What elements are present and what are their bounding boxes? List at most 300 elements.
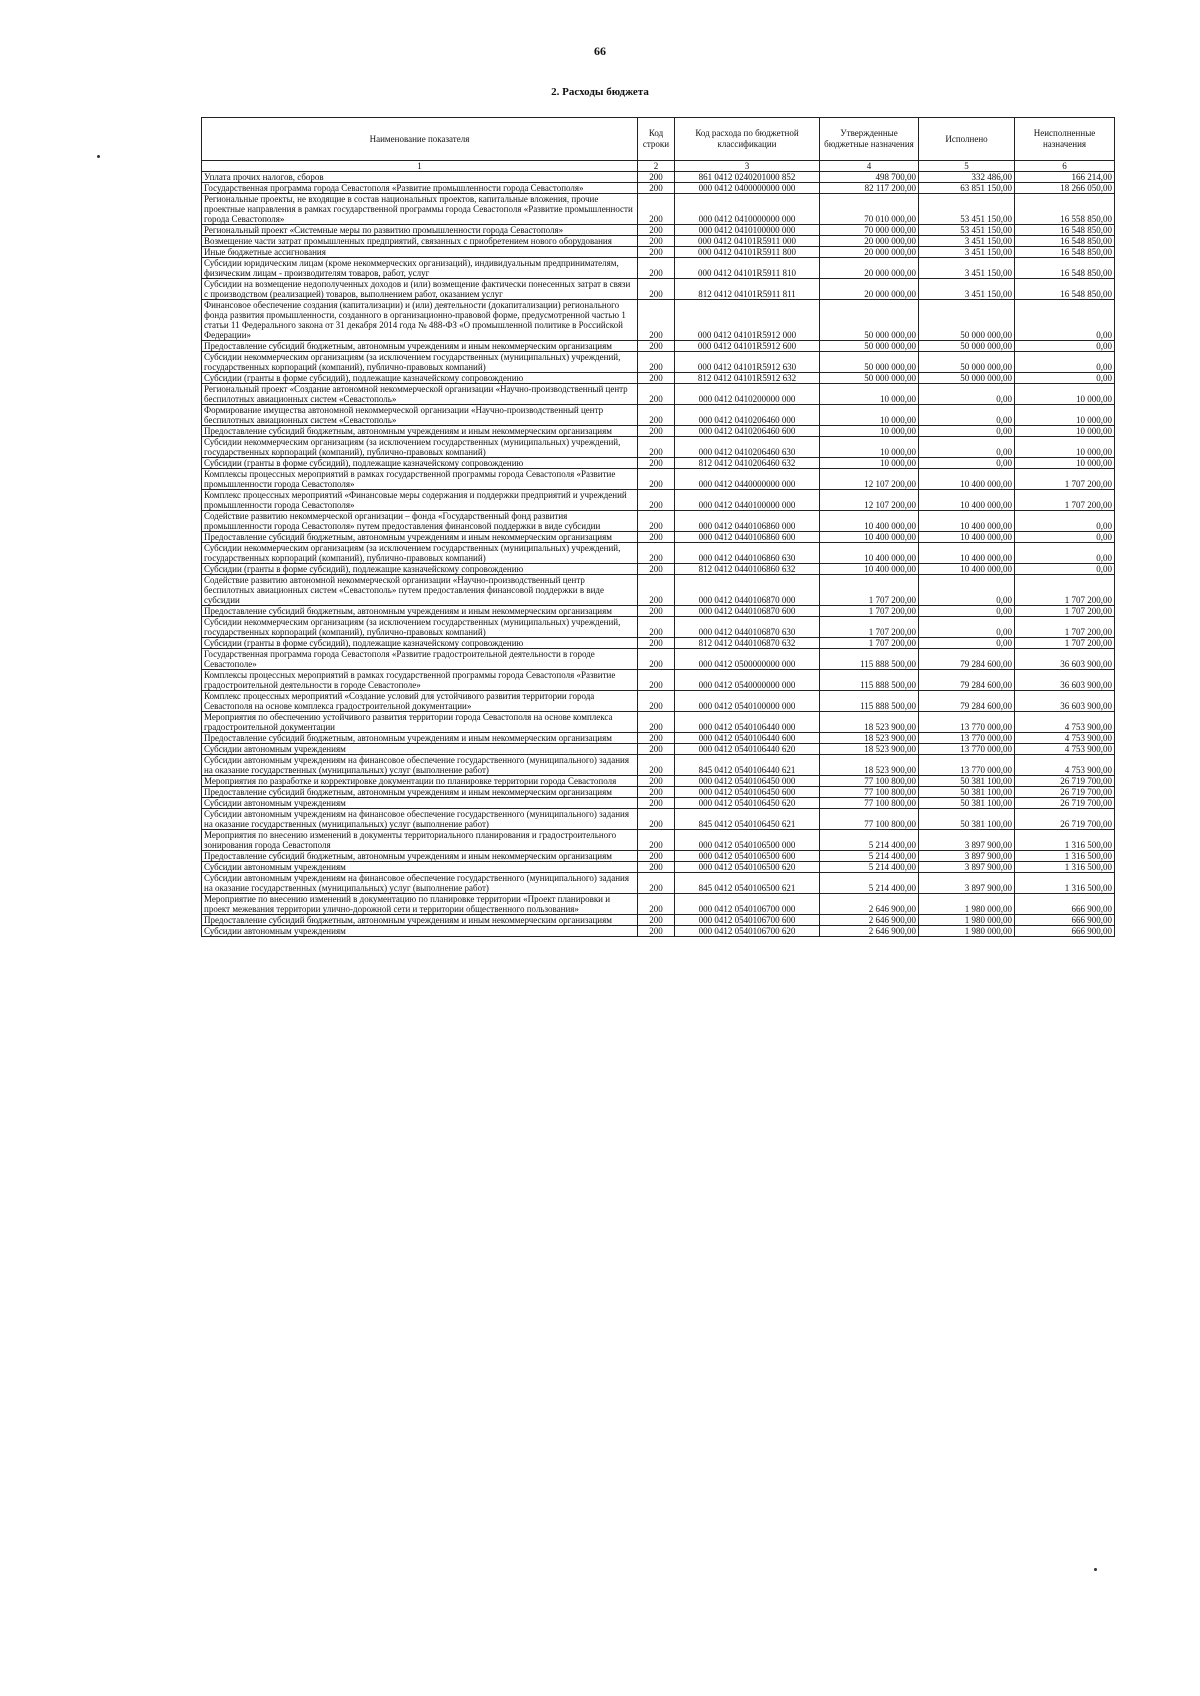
row-line-code: 200 [638, 543, 675, 564]
column-number-row [202, 161, 1115, 172]
row-executed: 13 770 000,00 [919, 733, 1015, 744]
row-approved: 5 214 400,00 [820, 851, 919, 862]
table-row [202, 809, 1115, 830]
row-name: Субсидии автономным учреждениям [202, 862, 638, 873]
row-budget-code: 000 0412 0540106450 620 [675, 798, 820, 809]
row-unexecuted: 1 707 200,00 [1015, 469, 1115, 490]
row-executed: 0,00 [919, 405, 1015, 426]
row-unexecuted: 4 753 900,00 [1015, 712, 1115, 733]
header-unexecuted: Неисполненные назначения [1015, 118, 1115, 161]
row-unexecuted: 166 214,00 [1015, 172, 1115, 183]
row-unexecuted: 16 548 850,00 [1015, 279, 1115, 300]
row-budget-code: 812 0412 0440106860 632 [675, 564, 820, 575]
row-name: Субсидии (гранты в форме субсидий), подлежащие казначейскому сопровождению [202, 638, 638, 649]
row-line-code: 200 [638, 851, 675, 862]
table-row [202, 183, 1115, 194]
row-unexecuted: 36 603 900,00 [1015, 691, 1115, 712]
table-row [202, 926, 1115, 937]
row-unexecuted: 1 316 500,00 [1015, 830, 1115, 851]
table-row [202, 384, 1115, 405]
table-row [202, 225, 1115, 236]
row-name: Возмещение части затрат промышленных предприятий, связанных с приобретением нового оборудования [202, 236, 638, 247]
table-row [202, 894, 1115, 915]
row-line-code: 200 [638, 712, 675, 733]
row-line-code: 200 [638, 194, 675, 225]
row-executed: 0,00 [919, 638, 1015, 649]
row-budget-code: 000 0412 04101R5912 000 [675, 300, 820, 341]
row-executed: 0,00 [919, 606, 1015, 617]
row-name: Уплата прочих налогов, сборов [202, 172, 638, 183]
row-unexecuted: 1 707 200,00 [1015, 606, 1115, 617]
row-name: Региональный проект «Системные меры по развитию промышленности города Севастополя» [202, 225, 638, 236]
row-name: Содействие развитию некоммерческой организации – фонда «Государственный фонд развития промышленности города Севастополя» путем предоставления финансовой поддержки в виде субсидии [202, 511, 638, 532]
row-approved: 115 888 500,00 [820, 649, 919, 670]
row-budget-code: 000 0412 0540106440 620 [675, 744, 820, 755]
row-approved: 10 400 000,00 [820, 511, 919, 532]
row-line-code: 200 [638, 225, 675, 236]
table-row [202, 776, 1115, 787]
table-row [202, 564, 1115, 575]
column-number: 3 [675, 161, 820, 172]
row-line-code: 200 [638, 373, 675, 384]
table-row [202, 873, 1115, 894]
row-line-code: 200 [638, 352, 675, 373]
row-executed: 50 000 000,00 [919, 352, 1015, 373]
row-budget-code: 000 0412 0540106500 600 [675, 851, 820, 862]
row-unexecuted: 1 316 500,00 [1015, 873, 1115, 894]
row-approved: 50 000 000,00 [820, 341, 919, 352]
table-header-row [202, 118, 1115, 161]
row-budget-code: 000 0412 0410206460 000 [675, 405, 820, 426]
table-row [202, 300, 1115, 341]
table-row [202, 490, 1115, 511]
table-row [202, 532, 1115, 543]
row-line-code: 200 [638, 384, 675, 405]
row-budget-code: 000 0412 0440106860 000 [675, 511, 820, 532]
row-unexecuted: 666 900,00 [1015, 894, 1115, 915]
row-approved: 70 010 000,00 [820, 194, 919, 225]
row-executed: 332 486,00 [919, 172, 1015, 183]
row-unexecuted: 0,00 [1015, 532, 1115, 543]
row-unexecuted: 26 719 700,00 [1015, 798, 1115, 809]
table-row [202, 862, 1115, 873]
row-unexecuted: 0,00 [1015, 300, 1115, 341]
row-unexecuted: 16 548 850,00 [1015, 258, 1115, 279]
row-approved: 1 707 200,00 [820, 617, 919, 638]
scan-speck [97, 155, 100, 158]
row-name: Субсидии некоммерческим организациям (за исключением государственных (муниципальных) учреждений, государственных корпораций (компаний), публично-правовых компаний) [202, 617, 638, 638]
row-budget-code: 000 0412 04101R5912 600 [675, 341, 820, 352]
row-approved: 18 523 900,00 [820, 755, 919, 776]
table-row [202, 458, 1115, 469]
row-executed: 0,00 [919, 426, 1015, 437]
table-row [202, 617, 1115, 638]
row-executed: 79 284 600,00 [919, 649, 1015, 670]
row-budget-code: 845 0412 0540106500 621 [675, 873, 820, 894]
row-line-code: 200 [638, 755, 675, 776]
row-line-code: 200 [638, 691, 675, 712]
row-line-code: 200 [638, 617, 675, 638]
row-name: Субсидии некоммерческим организациям (за исключением государственных (муниципальных) учреждений, государственных корпораций (компаний), публично-правовых компаний) [202, 543, 638, 564]
row-line-code: 200 [638, 236, 675, 247]
row-executed: 10 400 000,00 [919, 490, 1015, 511]
row-name: Мероприятия по внесению изменений в документы территориального планирования и градостроительного зонирования города Севастополя [202, 830, 638, 851]
table-row [202, 575, 1115, 606]
row-approved: 50 000 000,00 [820, 373, 919, 384]
row-executed: 3 897 900,00 [919, 862, 1015, 873]
row-name: Субсидии автономным учреждениям на финансовое обеспечение государственного (муниципального) задания на оказание государственных (муниципальных) услуг (выполнение работ) [202, 755, 638, 776]
row-name: Мероприятия по разработке и корректировке документации по планировке территории города Севастополя [202, 776, 638, 787]
table-row [202, 236, 1115, 247]
row-budget-code: 000 0412 04101R5911 800 [675, 247, 820, 258]
row-approved: 2 646 900,00 [820, 926, 919, 937]
row-name: Финансовое обеспечение создания (капитализации) и (или) деятельности (докапитализации) регионального фонда развития промышленности, созданного в организационно-правовой форме, предусмотренной частью 1 статьи 11 Федерального закона от 31 декабря 2014 года № 488-ФЗ «О промышленной политике в Российской Федерации» [202, 300, 638, 341]
table-row [202, 851, 1115, 862]
row-line-code: 200 [638, 300, 675, 341]
row-executed: 13 770 000,00 [919, 712, 1015, 733]
row-approved: 77 100 800,00 [820, 798, 919, 809]
row-approved: 77 100 800,00 [820, 776, 919, 787]
row-approved: 18 523 900,00 [820, 712, 919, 733]
row-unexecuted: 4 753 900,00 [1015, 733, 1115, 744]
row-budget-code: 000 0412 0540106440 000 [675, 712, 820, 733]
row-approved: 10 000,00 [820, 437, 919, 458]
row-unexecuted: 0,00 [1015, 373, 1115, 384]
row-executed: 50 381 100,00 [919, 809, 1015, 830]
row-executed: 0,00 [919, 384, 1015, 405]
row-budget-code: 000 0412 0410200000 000 [675, 384, 820, 405]
page-number: 66 [594, 44, 606, 58]
row-name: Мероприятие по внесению изменений в документацию по планировке территории «Проект планировки и проект межевания территории улично-дорожной сети и территории общественного пользования» [202, 894, 638, 915]
row-unexecuted: 0,00 [1015, 352, 1115, 373]
row-budget-code: 000 0412 0540106700 000 [675, 894, 820, 915]
row-line-code: 200 [638, 564, 675, 575]
row-executed: 10 400 000,00 [919, 543, 1015, 564]
row-executed: 50 381 100,00 [919, 787, 1015, 798]
table-row [202, 670, 1115, 691]
row-line-code: 200 [638, 247, 675, 258]
row-executed: 50 000 000,00 [919, 373, 1015, 384]
row-approved: 1 707 200,00 [820, 638, 919, 649]
row-name: Субсидии (гранты в форме субсидий), подлежащие казначейскому сопровождению [202, 373, 638, 384]
row-line-code: 200 [638, 172, 675, 183]
table-row [202, 437, 1115, 458]
row-line-code: 200 [638, 798, 675, 809]
table-row [202, 405, 1115, 426]
row-executed: 3 897 900,00 [919, 851, 1015, 862]
row-name: Иные бюджетные ассигнования [202, 247, 638, 258]
table-row [202, 279, 1115, 300]
row-approved: 10 000,00 [820, 384, 919, 405]
row-name: Предоставление субсидий бюджетным, автономным учреждениям и иным некоммерческим организациям [202, 787, 638, 798]
table-row [202, 787, 1115, 798]
row-unexecuted: 16 548 850,00 [1015, 236, 1115, 247]
row-executed: 0,00 [919, 617, 1015, 638]
row-budget-code: 000 0412 0540106440 600 [675, 733, 820, 744]
row-executed: 63 851 150,00 [919, 183, 1015, 194]
row-budget-code: 000 0412 0500000000 000 [675, 649, 820, 670]
row-unexecuted: 4 753 900,00 [1015, 744, 1115, 755]
row-name: Содействие развитию автономной некоммерческой организации «Научно-производственный центр беспилотных авиационных систем «Севастополь» путем предоставления финансовой поддержки в виде субсидии [202, 575, 638, 606]
row-budget-code: 861 0412 0240201000 852 [675, 172, 820, 183]
row-line-code: 200 [638, 744, 675, 755]
row-name: Предоставление субсидий бюджетным, автономным учреждениям и иным некоммерческим организациям [202, 426, 638, 437]
row-name: Предоставление субсидий бюджетным, автономным учреждениям и иным некоммерческим организациям [202, 341, 638, 352]
row-line-code: 200 [638, 405, 675, 426]
row-budget-code: 000 0412 0440000000 000 [675, 469, 820, 490]
row-executed: 50 381 100,00 [919, 776, 1015, 787]
row-name: Предоставление субсидий бюджетным, автономным учреждениям и иным некоммерческим организациям [202, 915, 638, 926]
table-row [202, 247, 1115, 258]
row-approved: 82 117 200,00 [820, 183, 919, 194]
row-executed: 50 381 100,00 [919, 798, 1015, 809]
row-line-code: 200 [638, 532, 675, 543]
row-executed: 79 284 600,00 [919, 691, 1015, 712]
row-budget-code: 812 0412 04101R5912 632 [675, 373, 820, 384]
row-approved: 10 400 000,00 [820, 564, 919, 575]
row-executed: 10 400 000,00 [919, 532, 1015, 543]
row-line-code: 200 [638, 830, 675, 851]
table-row [202, 744, 1115, 755]
row-executed: 0,00 [919, 437, 1015, 458]
row-budget-code: 000 0412 0540100000 000 [675, 691, 820, 712]
row-executed: 1 980 000,00 [919, 926, 1015, 937]
table-row [202, 352, 1115, 373]
row-budget-code: 000 0412 0540106500 620 [675, 862, 820, 873]
row-unexecuted: 10 000,00 [1015, 458, 1115, 469]
row-budget-code: 000 0412 0540106450 600 [675, 787, 820, 798]
row-name: Субсидии юридическим лицам (кроме некоммерческих организаций), индивидуальным предпринимателям, физическим лицам - производителям товаров, работ, услуг [202, 258, 638, 279]
row-approved: 498 700,00 [820, 172, 919, 183]
row-line-code: 200 [638, 638, 675, 649]
row-approved: 10 000,00 [820, 426, 919, 437]
row-line-code: 200 [638, 279, 675, 300]
row-name: Государственная программа города Севастополя «Развитие промышленности города Севастополя» [202, 183, 638, 194]
table-row [202, 830, 1115, 851]
row-name: Субсидии (гранты в форме субсидий), подлежащие казначейскому сопровождению [202, 564, 638, 575]
row-executed: 3 451 150,00 [919, 279, 1015, 300]
row-executed: 13 770 000,00 [919, 744, 1015, 755]
scan-speck [1094, 1568, 1097, 1571]
row-unexecuted: 16 558 850,00 [1015, 194, 1115, 225]
table-row [202, 373, 1115, 384]
row-budget-code: 000 0412 0540000000 000 [675, 670, 820, 691]
row-line-code: 200 [638, 670, 675, 691]
row-executed: 0,00 [919, 575, 1015, 606]
row-budget-code: 845 0412 0540106440 621 [675, 755, 820, 776]
row-executed: 10 400 000,00 [919, 564, 1015, 575]
table-row [202, 638, 1115, 649]
row-unexecuted: 666 900,00 [1015, 915, 1115, 926]
row-unexecuted: 10 000,00 [1015, 405, 1115, 426]
row-unexecuted: 1 707 200,00 [1015, 490, 1115, 511]
row-budget-code: 000 0412 0410000000 000 [675, 194, 820, 225]
row-approved: 115 888 500,00 [820, 670, 919, 691]
row-name: Субсидии на возмещение недополученных доходов и (или) возмещение фактически понесенных затрат в связи с производством (реализацией) товаров, выполнением работ, оказанием услуг [202, 279, 638, 300]
row-unexecuted: 1 316 500,00 [1015, 862, 1115, 873]
column-number: 5 [919, 161, 1015, 172]
row-line-code: 200 [638, 926, 675, 937]
row-budget-code: 000 0412 0440106870 000 [675, 575, 820, 606]
row-unexecuted: 1 707 200,00 [1015, 617, 1115, 638]
row-approved: 10 000,00 [820, 458, 919, 469]
row-line-code: 200 [638, 606, 675, 617]
row-executed: 3 451 150,00 [919, 258, 1015, 279]
row-approved: 12 107 200,00 [820, 469, 919, 490]
row-name: Государственная программа города Севастополя «Развитие градостроительной деятельности в городе Севастополе» [202, 649, 638, 670]
table-row [202, 194, 1115, 225]
row-unexecuted: 1 707 200,00 [1015, 638, 1115, 649]
row-approved: 10 400 000,00 [820, 532, 919, 543]
row-name: Формирование имущества автономной некоммерческой организации «Научно-производственный центр беспилотных авиационных систем «Севастополь» [202, 405, 638, 426]
row-unexecuted: 10 000,00 [1015, 437, 1115, 458]
row-line-code: 200 [638, 809, 675, 830]
row-unexecuted: 0,00 [1015, 511, 1115, 532]
row-approved: 18 523 900,00 [820, 744, 919, 755]
table-row [202, 712, 1115, 733]
row-line-code: 200 [638, 437, 675, 458]
table-row [202, 341, 1115, 352]
row-name: Мероприятия по обеспечению устойчивого развития территории города Севастополя на основе комплекса градостроительной документации [202, 712, 638, 733]
row-name: Субсидии (гранты в форме субсидий), подлежащие казначейскому сопровождению [202, 458, 638, 469]
row-approved: 77 100 800,00 [820, 787, 919, 798]
row-unexecuted: 26 719 700,00 [1015, 809, 1115, 830]
row-unexecuted: 26 719 700,00 [1015, 787, 1115, 798]
row-budget-code: 000 0412 04101R5911 000 [675, 236, 820, 247]
column-number: 4 [820, 161, 919, 172]
row-name: Комплекс процессных мероприятий «Финансовые меры содержания и поддержки предприятий и учреждений промышленности города Севастополя» [202, 490, 638, 511]
table-row [202, 172, 1115, 183]
row-approved: 1 707 200,00 [820, 606, 919, 617]
row-unexecuted: 666 900,00 [1015, 926, 1115, 937]
row-budget-code: 000 0412 0540106700 620 [675, 926, 820, 937]
row-budget-code: 000 0412 0440106870 630 [675, 617, 820, 638]
row-executed: 50 000 000,00 [919, 341, 1015, 352]
row-budget-code: 000 0412 0540106450 000 [675, 776, 820, 787]
row-approved: 50 000 000,00 [820, 300, 919, 341]
column-number: 6 [1015, 161, 1115, 172]
row-line-code: 200 [638, 776, 675, 787]
row-name: Предоставление субсидий бюджетным, автономным учреждениям и иным некоммерческим организациям [202, 606, 638, 617]
row-approved: 5 214 400,00 [820, 873, 919, 894]
row-line-code: 200 [638, 183, 675, 194]
table-row [202, 798, 1115, 809]
row-name: Комплексы процессных мероприятий в рамках государственной программы города Севастополя «Развитие промышленности города Севастополя» [202, 469, 638, 490]
row-unexecuted: 1 316 500,00 [1015, 851, 1115, 862]
row-unexecuted: 18 266 050,00 [1015, 183, 1115, 194]
row-name: Комплексы процессных мероприятий в рамках государственной программы города Севастополя «Развитие градостроительной деятельности в городе Севастополе» [202, 670, 638, 691]
row-name: Субсидии некоммерческим организациям (за исключением государственных (муниципальных) учреждений, государственных корпораций (компаний), публично-правовых компаний) [202, 437, 638, 458]
row-line-code: 200 [638, 733, 675, 744]
header-approved: Утвержденные бюджетные назначения [820, 118, 919, 161]
row-approved: 18 523 900,00 [820, 733, 919, 744]
table-row [202, 543, 1115, 564]
table-row [202, 606, 1115, 617]
row-name: Комплекс процессных мероприятий «Создание условий для устойчивого развития территории города Севастополя на основе комплекса градостроительной документации» [202, 691, 638, 712]
row-approved: 20 000 000,00 [820, 236, 919, 247]
row-line-code: 200 [638, 490, 675, 511]
row-line-code: 200 [638, 341, 675, 352]
row-approved: 77 100 800,00 [820, 809, 919, 830]
table-row [202, 755, 1115, 776]
row-budget-code: 000 0412 04101R5911 810 [675, 258, 820, 279]
row-line-code: 200 [638, 575, 675, 606]
row-unexecuted: 0,00 [1015, 341, 1115, 352]
row-name: Субсидии автономным учреждениям на финансовое обеспечение государственного (муниципального) задания на оказание государственных (муниципальных) услуг (выполнение работ) [202, 809, 638, 830]
row-unexecuted: 26 719 700,00 [1015, 776, 1115, 787]
row-budget-code: 000 0412 0440106860 630 [675, 543, 820, 564]
row-name: Субсидии автономным учреждениям [202, 926, 638, 937]
row-name: Региональный проект «Создание автономной некоммерческой организации «Научно-производственный центр беспилотных авиационных систем «Севастополь» [202, 384, 638, 405]
row-line-code: 200 [638, 915, 675, 926]
row-budget-code: 000 0412 0540106500 000 [675, 830, 820, 851]
row-executed: 13 770 000,00 [919, 755, 1015, 776]
row-budget-code: 000 0412 0440106860 600 [675, 532, 820, 543]
table-row [202, 469, 1115, 490]
row-approved: 12 107 200,00 [820, 490, 919, 511]
row-approved: 2 646 900,00 [820, 894, 919, 915]
row-unexecuted: 0,00 [1015, 564, 1115, 575]
row-budget-code: 000 0412 0400000000 000 [675, 183, 820, 194]
row-executed: 1 980 000,00 [919, 894, 1015, 915]
row-unexecuted: 4 753 900,00 [1015, 755, 1115, 776]
row-approved: 20 000 000,00 [820, 247, 919, 258]
row-unexecuted: 16 548 850,00 [1015, 247, 1115, 258]
row-line-code: 200 [638, 649, 675, 670]
column-number: 1 [202, 161, 638, 172]
row-executed: 53 451 150,00 [919, 225, 1015, 236]
row-approved: 10 000,00 [820, 405, 919, 426]
table-row [202, 649, 1115, 670]
row-line-code: 200 [638, 426, 675, 437]
table-row [202, 691, 1115, 712]
row-approved: 20 000 000,00 [820, 258, 919, 279]
row-name: Предоставление субсидий бюджетным, автономным учреждениям и иным некоммерческим организациям [202, 532, 638, 543]
row-approved: 10 400 000,00 [820, 543, 919, 564]
row-budget-code: 000 0412 0410206460 600 [675, 426, 820, 437]
row-executed: 3 451 150,00 [919, 236, 1015, 247]
row-approved: 5 214 400,00 [820, 862, 919, 873]
row-approved: 70 000 000,00 [820, 225, 919, 236]
row-unexecuted: 36 603 900,00 [1015, 649, 1115, 670]
expenses-table [201, 117, 1115, 937]
column-number: 2 [638, 161, 675, 172]
row-budget-code: 812 0412 04101R5911 811 [675, 279, 820, 300]
row-line-code: 200 [638, 787, 675, 798]
row-executed: 3 897 900,00 [919, 830, 1015, 851]
row-budget-code: 000 0412 04101R5912 630 [675, 352, 820, 373]
row-name: Региональные проекты, не входящие в состав национальных проектов, капитальные вложения, прочие проектные направления в рамках государственной программы города Севастополя «Развитие промышленности города Севастополя» [202, 194, 638, 225]
section-title: 2. Расходы бюджета [551, 86, 649, 98]
row-budget-code: 000 0412 0440100000 000 [675, 490, 820, 511]
row-executed: 53 451 150,00 [919, 194, 1015, 225]
row-budget-code: 812 0412 0410206460 632 [675, 458, 820, 469]
row-budget-code: 000 0412 0410100000 000 [675, 225, 820, 236]
header-executed: Исполнено [919, 118, 1015, 161]
row-budget-code: 812 0412 0440106870 632 [675, 638, 820, 649]
row-unexecuted: 10 000,00 [1015, 426, 1115, 437]
row-budget-code: 000 0412 0440106870 600 [675, 606, 820, 617]
row-name: Предоставление субсидий бюджетным, автономным учреждениям и иным некоммерческим организациям [202, 851, 638, 862]
row-name: Субсидии автономным учреждениям на финансовое обеспечение государственного (муниципального) задания на оказание государственных (муниципальных) услуг (выполнение работ) [202, 873, 638, 894]
row-unexecuted: 10 000,00 [1015, 384, 1115, 405]
row-executed: 3 897 900,00 [919, 873, 1015, 894]
row-budget-code: 000 0412 0410206460 630 [675, 437, 820, 458]
row-approved: 50 000 000,00 [820, 352, 919, 373]
row-approved: 2 646 900,00 [820, 915, 919, 926]
row-line-code: 200 [638, 873, 675, 894]
header-line-code: Код строки [638, 118, 675, 161]
